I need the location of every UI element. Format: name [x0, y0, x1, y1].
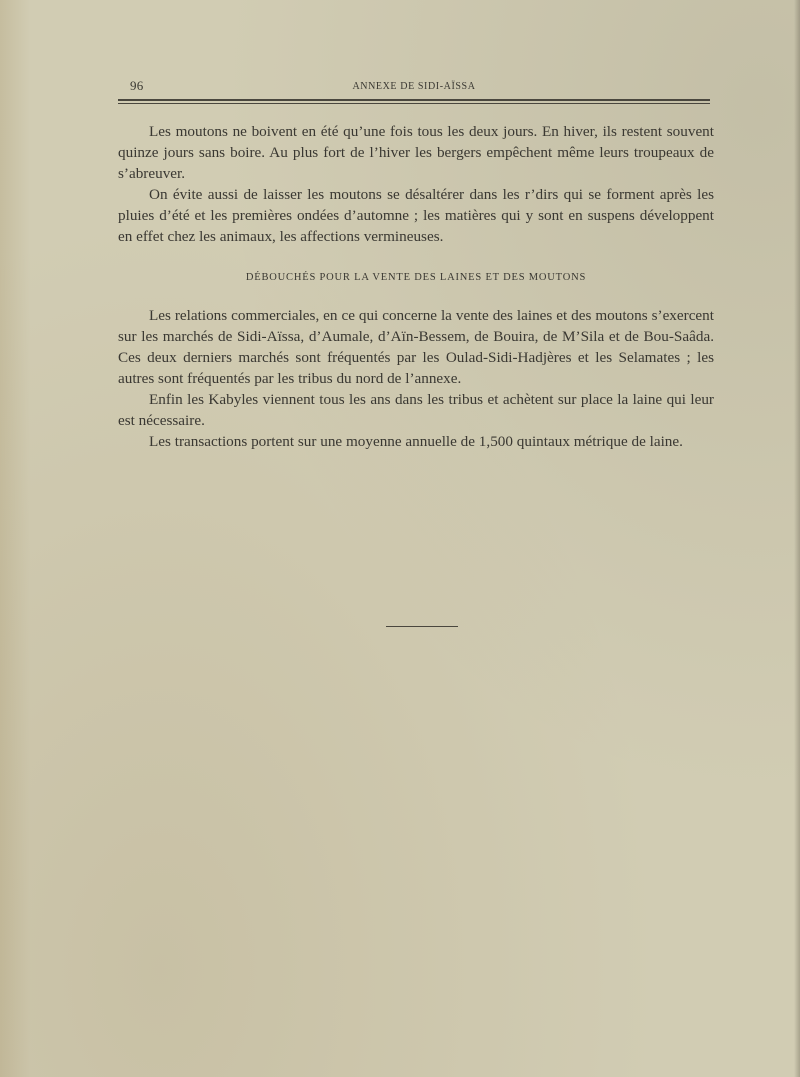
body-text-part2 [118, 305, 714, 452]
paragraph: On évite aussi de laisser les moutons se désaltérer dans les r’dirs qui se forment après les pluies d’été et les premières ondées d’automne ; les matières qui y sont en suspens développent en effet chez les animaux, les affections vermineuses. [118, 186, 714, 245]
running-head: ANNEXE DE SIDI-AÏSSA [352, 81, 476, 92]
header-rule-thin [118, 103, 710, 104]
body-text-part1 [118, 121, 714, 247]
paragraph: Enfin les Kabyles viennent tous les ans dans les tribus et achètent sur place la laine qui leur est nécessaire. [118, 391, 714, 429]
page-edge-shadow [794, 0, 800, 1077]
paragraph: Les relations commerciales, en ce qui concerne la vente des laines et des moutons s’exercent sur les marchés de Sidi-Aïssa, d’Aumale, d’Aïn-Bessem, de Bouira, de M’Sila et de Bou-Saâda. Ces deux derniers marchés sont fréquentés par les Oulad-Sidi-Hadjères et les Selamates ; les autres sont fréquentés par les tribus du nord de l’annexe. [118, 307, 714, 387]
page-header [118, 76, 710, 96]
end-of-chapter-rule [386, 626, 458, 627]
paragraph: Les transactions portent sur une moyenne annuelle de 1,500 quintaux métrique de laine. [149, 433, 683, 450]
page-number: 96 [130, 78, 144, 93]
header-rule-thick [118, 99, 710, 101]
paragraph: Les moutons ne boivent en été qu’une fois tous les deux jours. En hiver, ils restent souvent quinze jours sans boire. Au plus fort de l’hiver les bergers empêchent même leurs troupeaux de s’abreuver. [118, 123, 714, 182]
section-heading: DÉBOUCHÉS POUR LA VENTE DES LAINES ET DES MOUTONS [245, 272, 587, 283]
